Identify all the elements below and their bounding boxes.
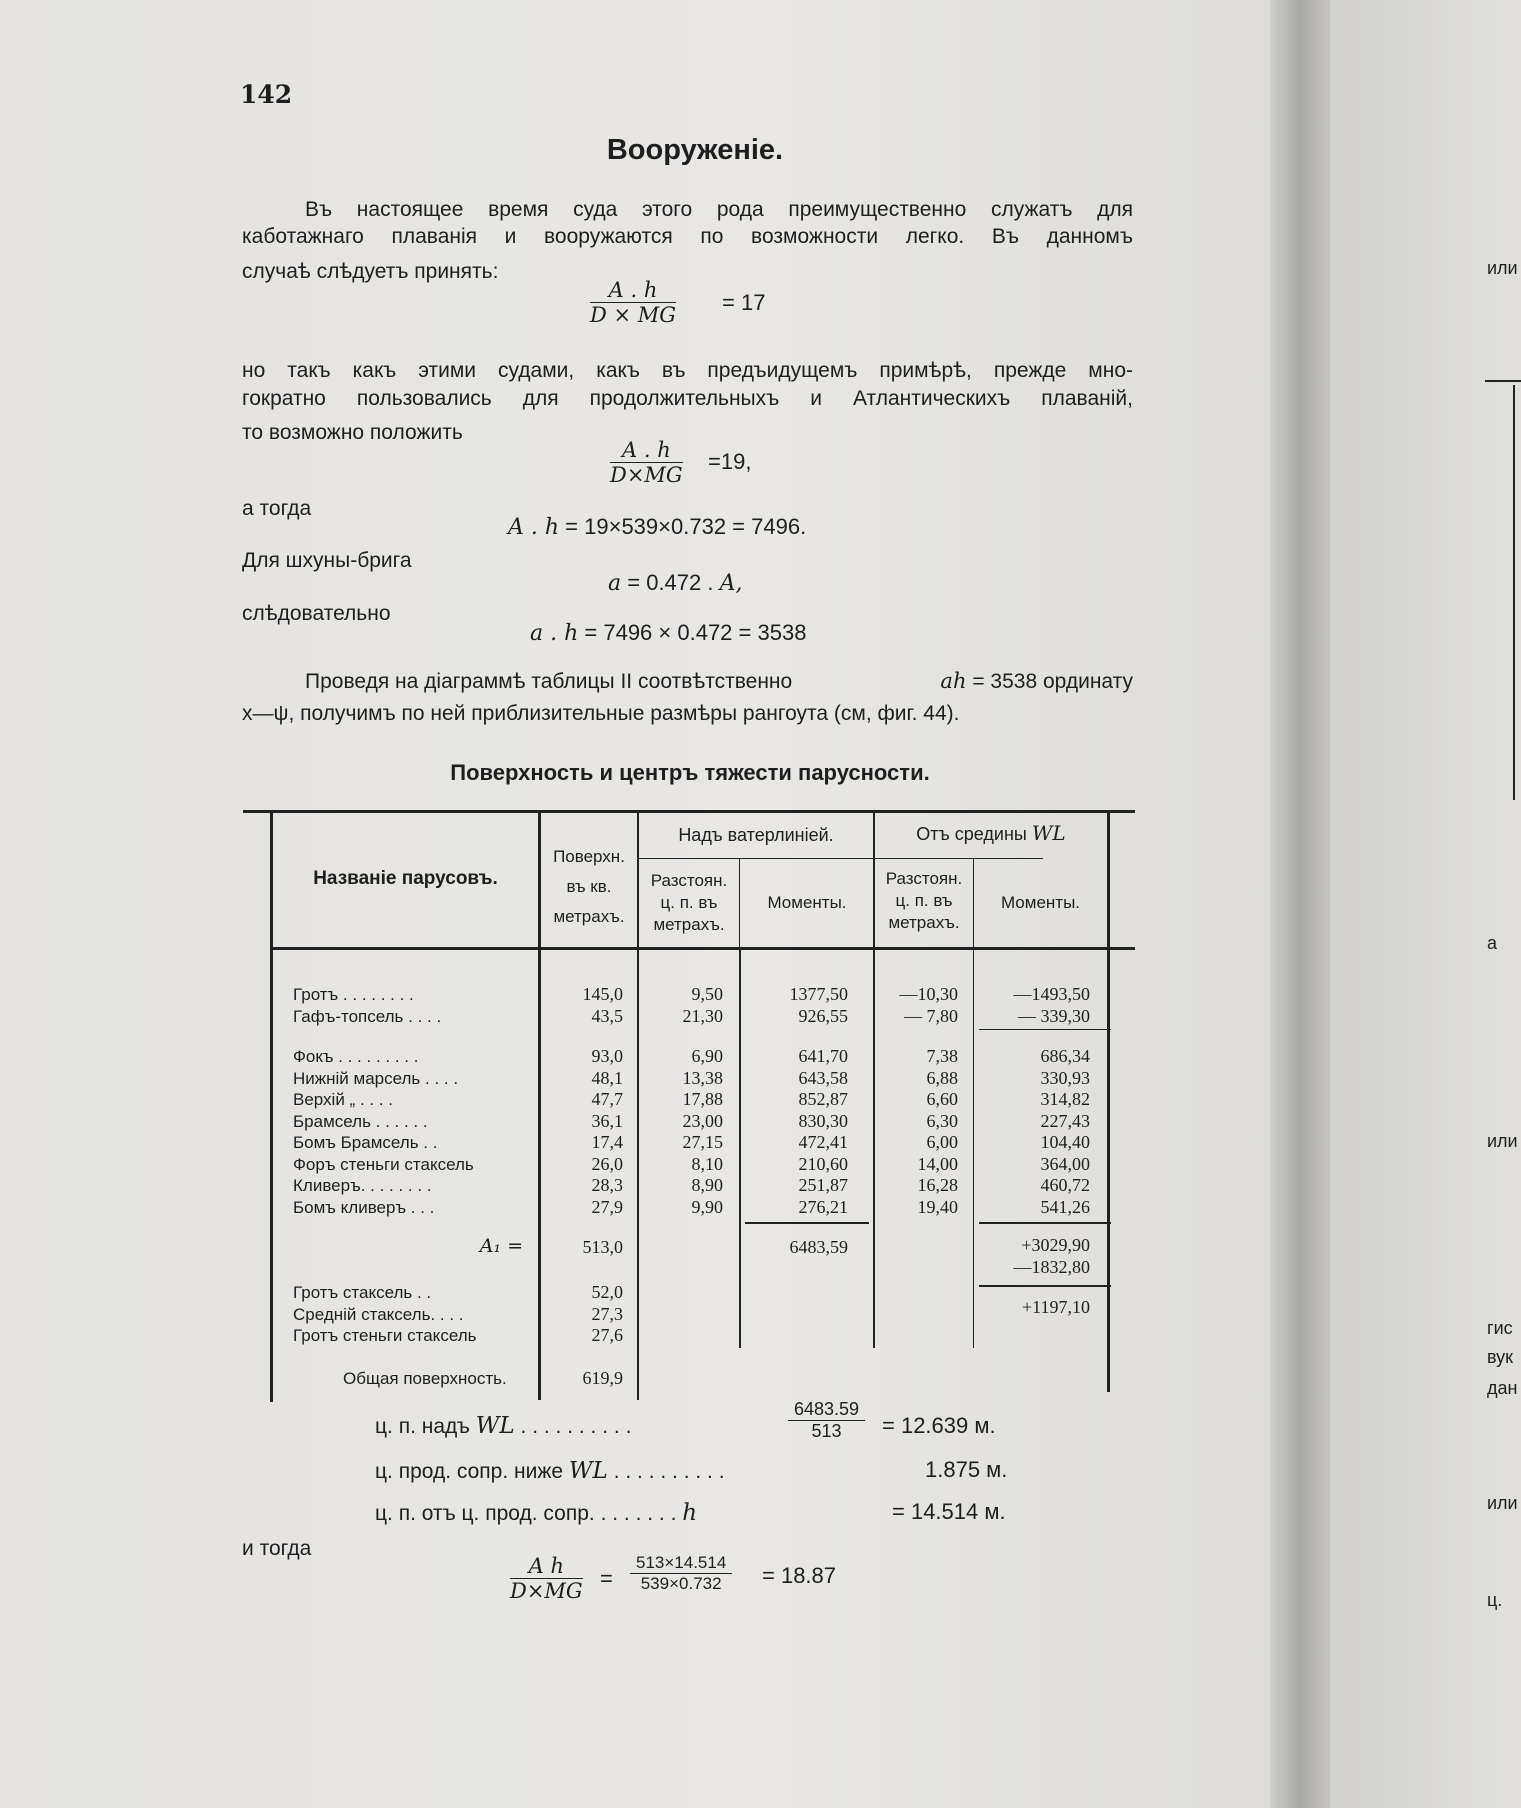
table-row-name: Нижній марсель . . . . — [293, 1068, 459, 1088]
cell-h-dist: 8,90 — [691, 1175, 723, 1195]
group1-h-moment — [743, 984, 848, 1027]
cell-h-moment: 251,87 — [798, 1175, 848, 1195]
result-3 — [375, 1497, 697, 1530]
result-2-dots: . . . . . . . . . . — [613, 1460, 725, 1483]
cell-d-moment: 460,72 — [1040, 1175, 1090, 1195]
right-page-fragment: или — [1487, 258, 1518, 278]
para2-line-1: но такъ какъ этими судами, какъ въ предъидущемъ примѣрѣ, прежде мно- — [242, 359, 1133, 382]
cell-d-dist: 6,00 — [926, 1132, 958, 1152]
right-page-fragment: дан — [1487, 1378, 1518, 1398]
group1-names — [293, 984, 441, 1027]
cell-area: 27,9 — [591, 1196, 623, 1217]
formula-5-rhs: = 7496 × 0.472 = 3538 — [584, 620, 807, 645]
formula-2 — [610, 438, 683, 487]
table-row-name: Верхій „ . . . . — [293, 1090, 393, 1109]
table-row-name: Бомъ кливеръ . . . — [293, 1197, 435, 1217]
cell-h-dist: 9,50 — [691, 984, 723, 1004]
group2-d-dist — [876, 1046, 958, 1218]
para3-ah: ah — [940, 669, 967, 693]
table-title: Поверхность и центръ тяжести парусности. — [450, 760, 930, 785]
cell-h-moment: 472,41 — [798, 1132, 848, 1152]
cell-area: 27,3 — [591, 1303, 623, 1324]
cell-h-dist: 8,10 — [691, 1153, 723, 1174]
cell-d-dist: 16,28 — [917, 1175, 958, 1195]
header-area — [541, 842, 637, 932]
cell-d-dist: 6,30 — [926, 1110, 958, 1131]
formula-4-mid: = 0.472 . — [627, 570, 714, 595]
cell-d-moment: 227,43 — [1040, 1110, 1090, 1131]
right-page-fragment: вук — [1487, 1347, 1514, 1367]
grand-total-label: Общая поверхность. — [343, 1369, 507, 1388]
cell-area: 17,4 — [591, 1132, 623, 1152]
cell-h-dist: 27,15 — [682, 1132, 723, 1152]
cell-area: 93,0 — [591, 1046, 623, 1066]
header-area-2: въ кв. — [566, 877, 612, 896]
cell-h-moment: 852,87 — [798, 1089, 848, 1109]
col-rule-h-dist-body — [739, 948, 741, 1348]
result-2-label: ц. прод. сопр. ниже — [375, 1460, 564, 1483]
header-d-dist-3: метрахъ. — [888, 913, 960, 932]
cell-h-moment: 210,60 — [798, 1153, 848, 1174]
header-d-dist-2: ц. п. въ — [895, 891, 953, 910]
cell-h-moment: 926,55 — [798, 1005, 848, 1026]
cell-area: 47,7 — [591, 1089, 623, 1109]
cell-area: 28,3 — [591, 1175, 623, 1195]
header-d-dist — [875, 868, 973, 934]
hence-label: слѣдовательно — [242, 602, 391, 625]
header-bottom-rule — [273, 947, 1135, 950]
formula-1 — [590, 278, 676, 327]
formula-3 — [508, 514, 806, 540]
final-rhs: = 18.87 — [762, 1563, 837, 1588]
table-row-name: Фокъ . . . . . . . . . — [293, 1047, 419, 1066]
table-row-name: Брамсель . . . . . . — [293, 1111, 428, 1131]
final-den-2: 539×0.732 — [640, 1574, 722, 1593]
cell-h-dist: 21,30 — [682, 1005, 723, 1026]
total-d-moment-minus: —1832,80 — [1013, 1256, 1090, 1277]
cell-area: 36,1 — [591, 1110, 623, 1131]
header-area-3: метрахъ. — [553, 907, 625, 926]
group1-d-dist — [876, 984, 958, 1027]
result-2-wl: WL — [568, 1458, 608, 1484]
para3-text-a: Проведя на діаграммѣ таблицы II соотвѣтственно — [305, 670, 793, 693]
final-den-1: D×MG — [510, 1579, 583, 1603]
cell-d-dist: 6,60 — [926, 1089, 958, 1109]
cell-h-moment: 276,21 — [798, 1196, 848, 1217]
result-3-value: = 14.514 м. — [892, 1499, 1006, 1524]
formula-5-lhs: a . h — [530, 621, 579, 646]
right-page-fragment: а — [1487, 933, 1498, 953]
table-row-name: Гротъ стаксель . . — [293, 1283, 432, 1302]
dm-net-rule — [979, 1285, 1111, 1287]
result-3-h: h — [682, 1500, 698, 1526]
moment-subrule — [979, 1029, 1111, 1030]
final-fraction-2 — [630, 1553, 732, 1594]
result-1-fraction — [788, 1399, 865, 1442]
formula-2-numerator: A . h — [610, 438, 683, 463]
cell-d-moment: 541,26 — [1040, 1196, 1090, 1217]
cell-d-dist: 7,38 — [926, 1046, 958, 1066]
book-gutter — [1270, 0, 1330, 1808]
cell-h-moment: 641,70 — [798, 1046, 848, 1066]
col-rule-d-dist — [973, 858, 974, 1348]
cell-h-moment: 830,30 — [798, 1110, 848, 1131]
formula-4-lhs: a — [608, 571, 622, 596]
formula-5 — [530, 620, 806, 646]
cell-area: 26,0 — [591, 1153, 623, 1174]
table-top-rule — [243, 810, 1135, 813]
cell-d-dist: 6,88 — [926, 1067, 958, 1088]
header-d-dist-1: Разстоян. — [885, 869, 963, 888]
table-row-name: Гафъ-топсель . . . . — [293, 1006, 442, 1026]
formula-2-denominator: D×MG — [610, 463, 683, 487]
result-1 — [375, 1410, 631, 1443]
result-1-num: 6483.59 — [788, 1399, 865, 1421]
table-row-name: Гротъ . . . . . . . . — [293, 985, 414, 1004]
intro-line-1: Въ настоящее время суда этого рода преимущественно служатъ для — [305, 198, 1133, 221]
right-page-fragment: ц. — [1487, 1590, 1503, 1610]
header-h-moments: Моменты. — [767, 893, 847, 912]
cell-d-moment: 686,34 — [1040, 1046, 1090, 1066]
cell-area: 43,5 — [591, 1005, 623, 1026]
formula-2-rhs: =19, — [708, 449, 752, 474]
intro-line-3: случаѣ слѣдуетъ принять: — [242, 260, 499, 283]
result-2-value: 1.875 м. — [925, 1457, 1008, 1482]
formula-1-denominator: D × MG — [590, 303, 677, 327]
header-sail-name: Названіе парусовъ. — [313, 868, 498, 889]
final-num-2: 513×14.514 — [630, 1553, 732, 1574]
cell-d-dist: — 7,80 — [904, 1005, 958, 1026]
header-d-moments: Моменты. — [1000, 893, 1081, 912]
formula-4 — [608, 570, 743, 596]
grand-total-area: 619,9 — [582, 1368, 623, 1388]
total-d-moment — [976, 1235, 1090, 1278]
page-number: 142 — [240, 80, 293, 109]
cell-d-dist: 14,00 — [917, 1153, 958, 1174]
cell-h-dist: 17,88 — [682, 1089, 723, 1109]
cell-h-dist: 6,90 — [691, 1046, 723, 1066]
result-3-dots: . . . . . . . — [600, 1502, 677, 1525]
para2-line-2: гократно пользовались для продолжительныхъ и Атлантическихъ плаваній, — [242, 387, 1133, 410]
formula-3-lhs: A . h — [508, 515, 560, 540]
cell-area: 27,6 — [591, 1325, 623, 1345]
col-rule-left — [270, 812, 273, 1402]
header-from-mid-text: Отъ средины — [916, 824, 1027, 844]
right-page-fragment: или — [1487, 1493, 1518, 1513]
cell-d-moment: 314,82 — [1040, 1089, 1090, 1109]
group2-area — [543, 1046, 623, 1218]
cell-d-moment: 104,40 — [1040, 1132, 1090, 1152]
group2-h-moment — [743, 1046, 848, 1218]
right-page-fragment: гис — [1487, 1318, 1513, 1338]
group1-area — [543, 984, 623, 1027]
header-h-dist — [639, 870, 739, 936]
header-h-dist-1: Разстоян. — [650, 871, 728, 890]
cell-h-dist: 23,00 — [682, 1110, 723, 1131]
col-rule-h-dist — [739, 858, 740, 948]
para3-line-1 — [305, 665, 1133, 698]
group2-h-dist — [641, 1046, 723, 1218]
para3-text-c: = 3538 ординату — [972, 670, 1133, 693]
cell-area: 48,1 — [591, 1067, 623, 1088]
then-label: а тогда — [242, 497, 312, 520]
total-h-moment: 6483,59 — [789, 1237, 848, 1257]
formula-1-numerator: A . h — [590, 278, 676, 303]
result-2 — [375, 1455, 725, 1488]
cell-d-moment: 364,00 — [1040, 1153, 1090, 1174]
cell-d-dist: —10,30 — [899, 984, 958, 1004]
group2-names — [293, 1046, 474, 1218]
cell-d-moment: 330,93 — [1040, 1067, 1090, 1088]
final-equals: = — [600, 1566, 613, 1591]
right-page-rule — [1485, 380, 1521, 382]
result-1-den: 513 — [811, 1421, 842, 1441]
final-num-1: A h — [510, 1554, 583, 1579]
right-page-vrule — [1513, 385, 1515, 800]
header-h-dist-3: метрахъ. — [653, 915, 725, 934]
header-area-1: Поверхн. — [553, 847, 625, 866]
schooner-label: Для шхуны-брига — [242, 549, 412, 572]
cell-d-moment: —1493,50 — [1013, 984, 1090, 1004]
total-label: A₁ = — [479, 1235, 523, 1257]
table-row-name: Бомъ Брамсель . . — [293, 1133, 438, 1152]
formula-1-rhs: = 17 — [722, 290, 766, 315]
header-from-mid-wl: WL — [1031, 821, 1066, 845]
result-1-label: ц. п. надъ — [375, 1415, 470, 1438]
col-rule-right — [1107, 812, 1110, 1392]
result-1-dots: . . . . . . . . . . — [520, 1415, 632, 1438]
header-from-mid — [875, 822, 1107, 845]
result-1-wl: WL — [475, 1413, 515, 1439]
total-d-moment-plus: +3029,90 — [1021, 1235, 1090, 1255]
cell-d-moment: — 339,30 — [1018, 1005, 1090, 1026]
cell-area: 145,0 — [582, 984, 623, 1004]
group1-h-dist — [641, 984, 723, 1027]
formula-4-rhs: A, — [719, 571, 743, 596]
intro-line-2: каботажнаго плаванія и вооружаются по возможности легко. Въ данномъ — [242, 225, 1133, 248]
net-d-moment: +1197,10 — [1022, 1297, 1090, 1317]
hm-sum-rule — [745, 1222, 869, 1224]
group3-area — [543, 1282, 623, 1347]
right-page-fragment: или — [1487, 1131, 1518, 1151]
total-area: 513,0 — [582, 1237, 623, 1257]
cell-h-moment: 1377,50 — [789, 984, 848, 1004]
final-label: и тогда — [242, 1537, 312, 1560]
cell-h-moment: 643,58 — [798, 1067, 848, 1088]
header-subrule — [639, 858, 1043, 859]
cell-area: 52,0 — [591, 1282, 623, 1302]
group1-d-moment — [976, 984, 1090, 1027]
header-above-wl: Надъ ватерлиніей. — [678, 825, 834, 845]
section-heading: Вооруженіе. — [606, 134, 784, 166]
table-row-name: Гротъ стеньги стаксель — [293, 1326, 477, 1345]
cell-d-dist: 19,40 — [917, 1196, 958, 1217]
result-3-label: ц. п. отъ ц. прод. сопр. — [375, 1502, 595, 1525]
table-row-name: Средній стаксель. . . . — [293, 1304, 464, 1324]
group2-d-moment — [976, 1046, 1090, 1218]
table-row-name: Форъ стеньги стаксель — [293, 1154, 474, 1174]
formula-3-rhs: = 19×539×0.732 = 7496. — [565, 514, 807, 539]
result-1-value: = 12.639 м. — [882, 1413, 996, 1438]
para3-line-2: x—ψ, получимъ по ней приблизительные размѣры рангоута (см, фиг. 44). — [242, 702, 960, 725]
sail-table — [243, 810, 1133, 1400]
table-row-name: Кливеръ. . . . . . . . — [293, 1176, 432, 1195]
para2-line-3: то возможно положить — [242, 421, 463, 444]
dm-sum-rule — [979, 1222, 1111, 1224]
cell-h-dist: 13,38 — [682, 1067, 723, 1088]
cell-h-dist: 9,90 — [691, 1196, 723, 1217]
group3-names — [293, 1282, 476, 1347]
final-fraction-1 — [510, 1554, 583, 1603]
header-h-dist-2: ц. п. въ — [660, 893, 718, 912]
